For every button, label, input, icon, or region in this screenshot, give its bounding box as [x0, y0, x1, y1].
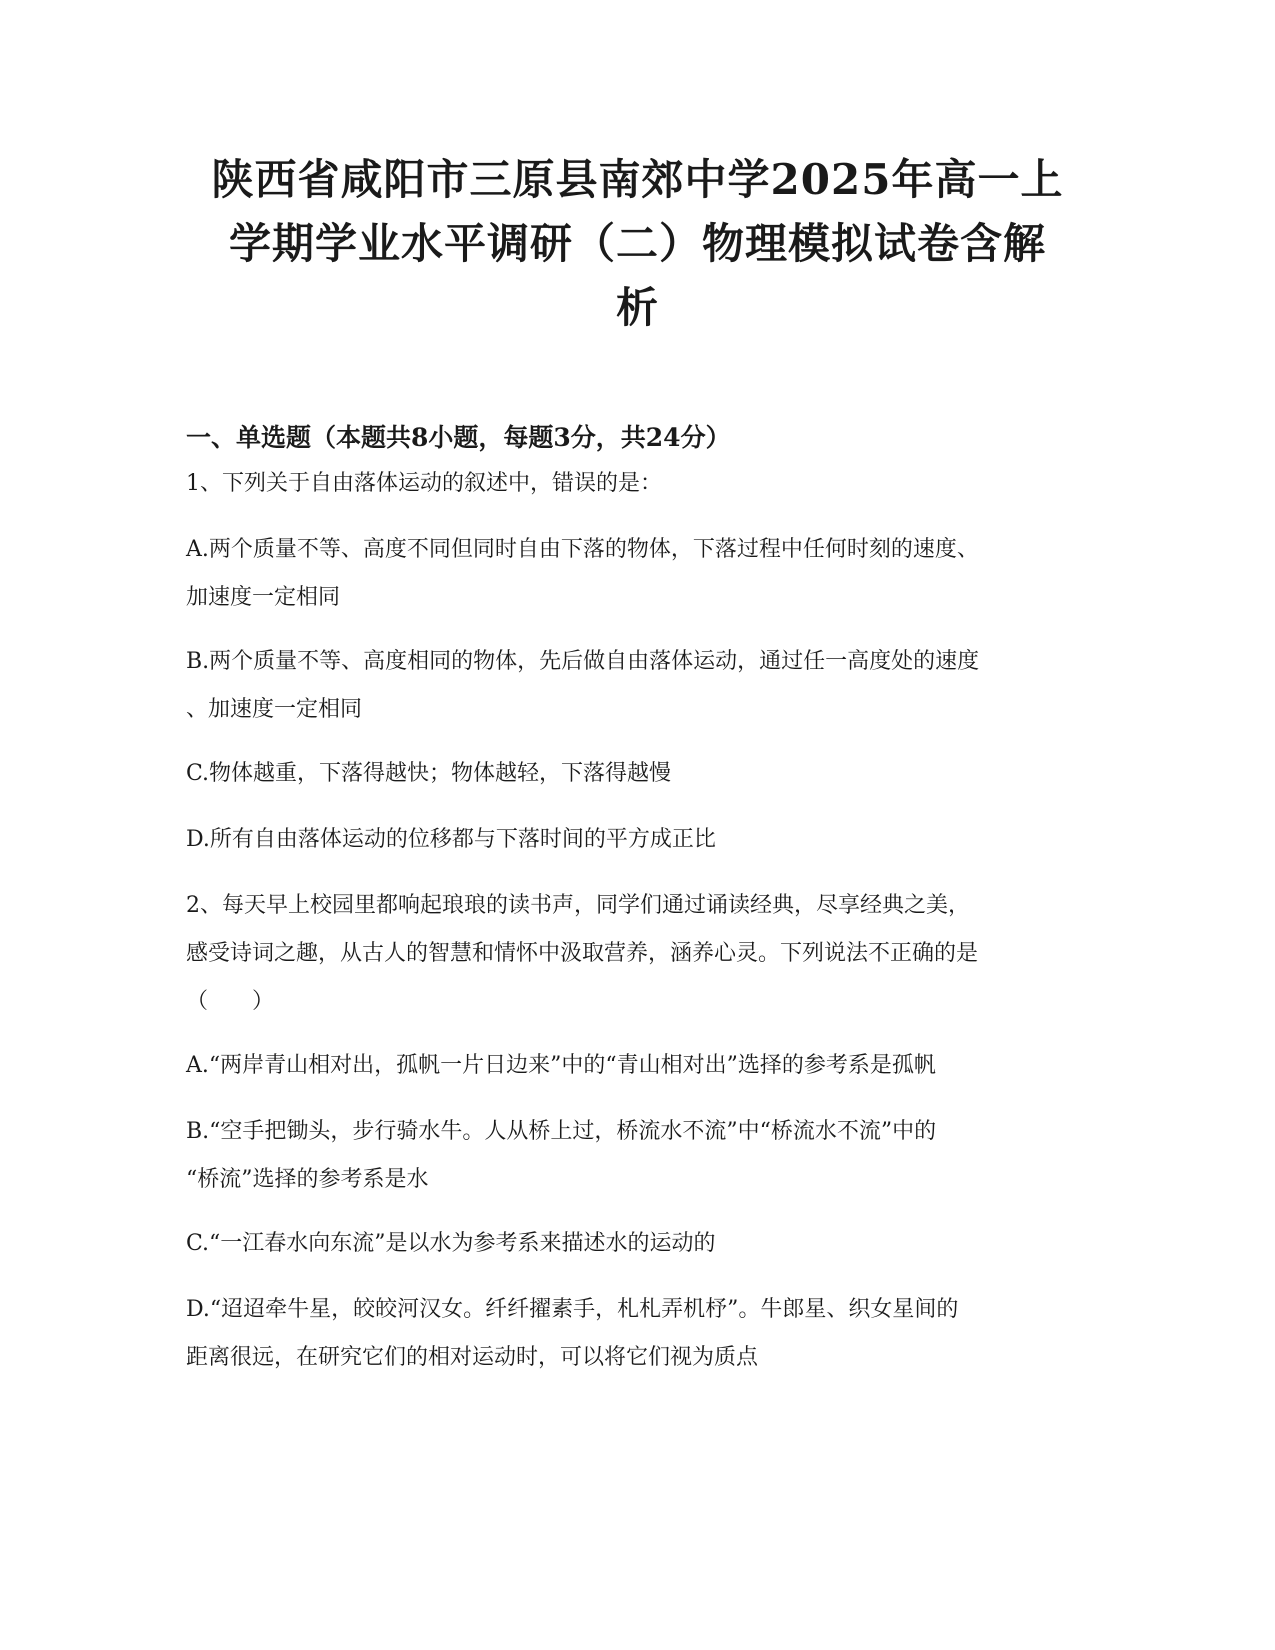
question-stem-line: 1、下列关于自由落体运动的叙述中，错误的是： — [186, 471, 662, 496]
question-stem-line: 2、每天早上校园里都响起琅琅的读书声，同学们通过诵读经典，尽享经典之美， — [186, 893, 970, 918]
question-2-option-c — [186, 1220, 1086, 1268]
title-line: 学期学业水平调研（二）物理模拟试卷含解 — [228, 219, 1046, 268]
question-1-option-c — [186, 750, 1086, 798]
question-2-stem — [186, 882, 1086, 1026]
question-1-option-a — [186, 526, 1086, 622]
option-line: D.“迢迢牵牛星，皎皎河汉女。纤纤擢素手，札札弄机杼”。牛郎星、织女星间的 — [186, 1297, 959, 1322]
option-line: C.物体越重，下落得越快；物体越轻，下落得越慢 — [186, 761, 672, 786]
question-stem-line: 感受诗词之趣，从古人的智慧和情怀中汲取营养，涵养心灵。下列说法不正确的是 — [186, 941, 979, 966]
document-title — [170, 148, 1105, 340]
question-stem-line: （ ） — [186, 989, 275, 1014]
question-2-option-d — [186, 1286, 1086, 1382]
title-line: 陕西省咸阳市三原县南郊中学2025年高一上 — [211, 155, 1064, 204]
option-line: 距离很远，在研究它们的相对运动时，可以将它们视为质点 — [186, 1345, 759, 1370]
option-line: A.两个质量不等、高度不同但同时自由下落的物体，下落过程中任何时刻的速度、 — [186, 537, 979, 562]
option-line: B.两个质量不等、高度相同的物体，先后做自由落体运动，通过任一高度处的速度 — [186, 649, 980, 674]
option-line: C.“一江春水向东流”是以水为参考系来描述水的运动的 — [186, 1231, 716, 1256]
question-2-option-a — [186, 1042, 1086, 1090]
question-1-stem — [186, 460, 1086, 508]
option-line: A.“两岸青山相对出，孤帆一片日边来”中的“青山相对出”选择的参考系是孤帆 — [186, 1053, 936, 1078]
question-1-option-d — [186, 816, 1086, 864]
option-line: D.所有自由落体运动的位移都与下落时间的平方成正比 — [186, 827, 716, 852]
option-line: 加速度一定相同 — [186, 585, 341, 610]
section-heading: 一、单选题（本题共8小题，每题3分，共24分） — [186, 423, 731, 452]
option-line: B.“空手把锄头，步行骑水牛。人从桥上过，桥流水不流”中“桥流水不流”中的 — [186, 1119, 937, 1144]
option-line: 、加速度一定相同 — [186, 697, 363, 722]
question-2-option-b — [186, 1108, 1086, 1204]
title-line: 析 — [615, 283, 659, 332]
option-line: “桥流”选择的参考系是水 — [186, 1167, 429, 1192]
question-1-option-b — [186, 638, 1086, 734]
